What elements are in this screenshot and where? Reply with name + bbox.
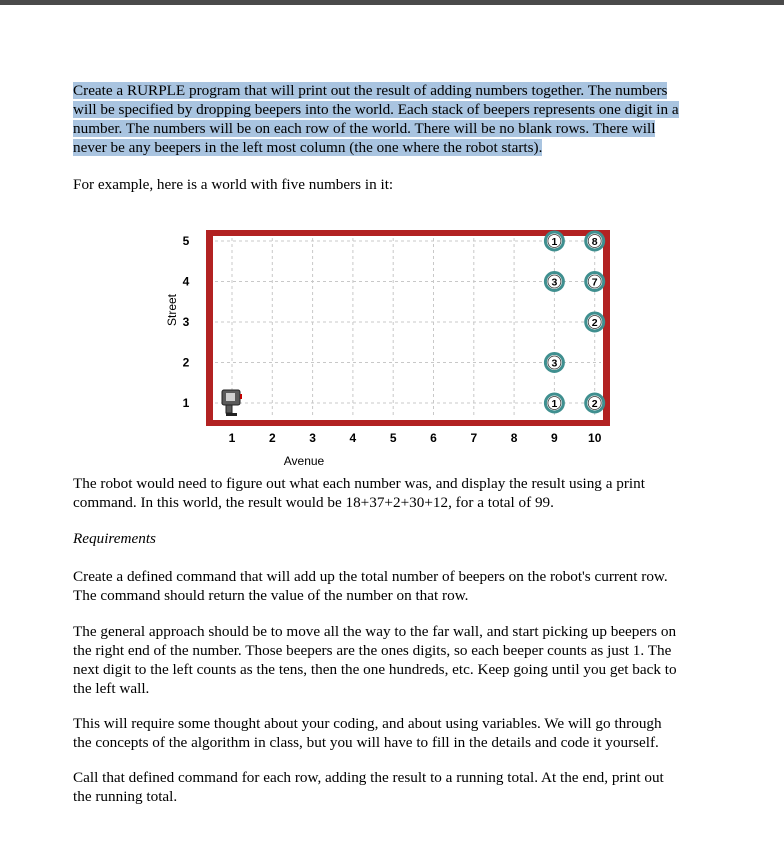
beeper-count: 3	[551, 276, 558, 289]
requirements-heading: Requirements	[73, 530, 156, 547]
avenue-number-label: 3	[309, 431, 316, 445]
avenue-number-labels	[229, 431, 602, 445]
robot-antenna	[240, 394, 242, 399]
intro-line-2: will be specified by dropping beepers into the world. Each stack of beepers represents one digit in a	[73, 101, 679, 118]
req-2-line-2: the right end of the number. Those beepers are the ones digits, so each beeper counts as just 1. The	[73, 642, 672, 659]
beeper-count: 7	[591, 276, 598, 289]
req-2-line-4: the left wall.	[73, 680, 150, 697]
robot-text-line-2: command. In this world, the result would be 18+37+2+30+12, for a total of 99.	[73, 494, 554, 511]
street-number-label: 5	[182, 234, 190, 248]
avenue-number-label: 10	[588, 431, 602, 445]
robot-text-line-1: The robot would need to figure out what each number was, and display the result using a print	[73, 475, 645, 492]
req-3-line-2: the concepts of the algorithm in class, but you will have to fill in the details and code it yourself.	[73, 734, 659, 751]
req-4-line-1: Call that defined command for each row, adding the result to a running total. At the end, print out	[73, 769, 664, 786]
robot-body	[226, 405, 232, 413]
street-number-label: 1	[182, 396, 190, 410]
beeper-count: 1	[551, 236, 558, 248]
robot-explanation-paragraph	[73, 474, 723, 512]
beeper-count: 2	[591, 317, 598, 329]
intro-line-1: Create a RURPLE program that will print out the result of adding numbers together. The numbers	[73, 82, 668, 99]
avenue-number-label: 7	[470, 431, 478, 445]
requirements-paragraph-4	[73, 768, 723, 806]
robot-face	[226, 393, 235, 401]
street-number-labels	[183, 234, 190, 410]
beeper-count: 3	[551, 357, 558, 370]
beeper-count: 1	[551, 398, 558, 410]
requirements-paragraph-1	[73, 567, 723, 605]
intro-line-4: never be any beepers in the left most column (the one where the robot starts).	[73, 139, 543, 156]
street-axis-label: Street	[165, 293, 179, 327]
requirements-paragraph-2	[73, 622, 723, 698]
example-paragraph: For example, here is a world with five numbers in it:	[73, 176, 394, 193]
req-1-line-1: Create a defined command that will add up the total number of beepers on the robot's current row.	[73, 568, 668, 585]
avenue-number-label: 1	[228, 431, 236, 445]
req-3-line-1: This will require some thought about your coding, and about using variables. We will go through	[73, 715, 662, 732]
avenue-number-label: 5	[389, 431, 397, 445]
top-bar	[0, 0, 784, 5]
rurple-world-figure	[160, 228, 620, 478]
world-floor	[213, 236, 603, 420]
intro-paragraph	[73, 81, 723, 157]
beeper-count: 2	[591, 398, 598, 410]
req-2-line-1: The general approach should be to move all the way to the far wall, and start picking up beepers on	[73, 623, 677, 640]
avenue-number-label: 8	[510, 431, 518, 445]
avenue-axis-label: Avenue	[283, 454, 325, 468]
req-2-line-3: next digit to the left counts as the tens, then the one hundreds, etc. Keep going until you get back to	[73, 661, 677, 678]
req-1-line-2: The command should return the value of the number on that row.	[73, 587, 469, 604]
beeper-count: 8	[591, 236, 598, 248]
intro-line-3: number. The numbers will be on each row of the world. There will be no blank rows. There will	[73, 120, 656, 137]
avenue-number-label: 9	[551, 431, 558, 445]
robot-foot	[226, 413, 237, 416]
req-4-line-2: the running total.	[73, 788, 178, 805]
avenue-number-label: 6	[430, 431, 437, 445]
street-number-label: 3	[182, 315, 190, 329]
avenue-number-label: 4	[349, 431, 357, 445]
requirements-paragraph-3	[73, 714, 723, 752]
street-number-label: 2	[182, 355, 190, 370]
avenue-number-label: 2	[268, 431, 276, 445]
street-number-label: 4	[182, 274, 190, 289]
